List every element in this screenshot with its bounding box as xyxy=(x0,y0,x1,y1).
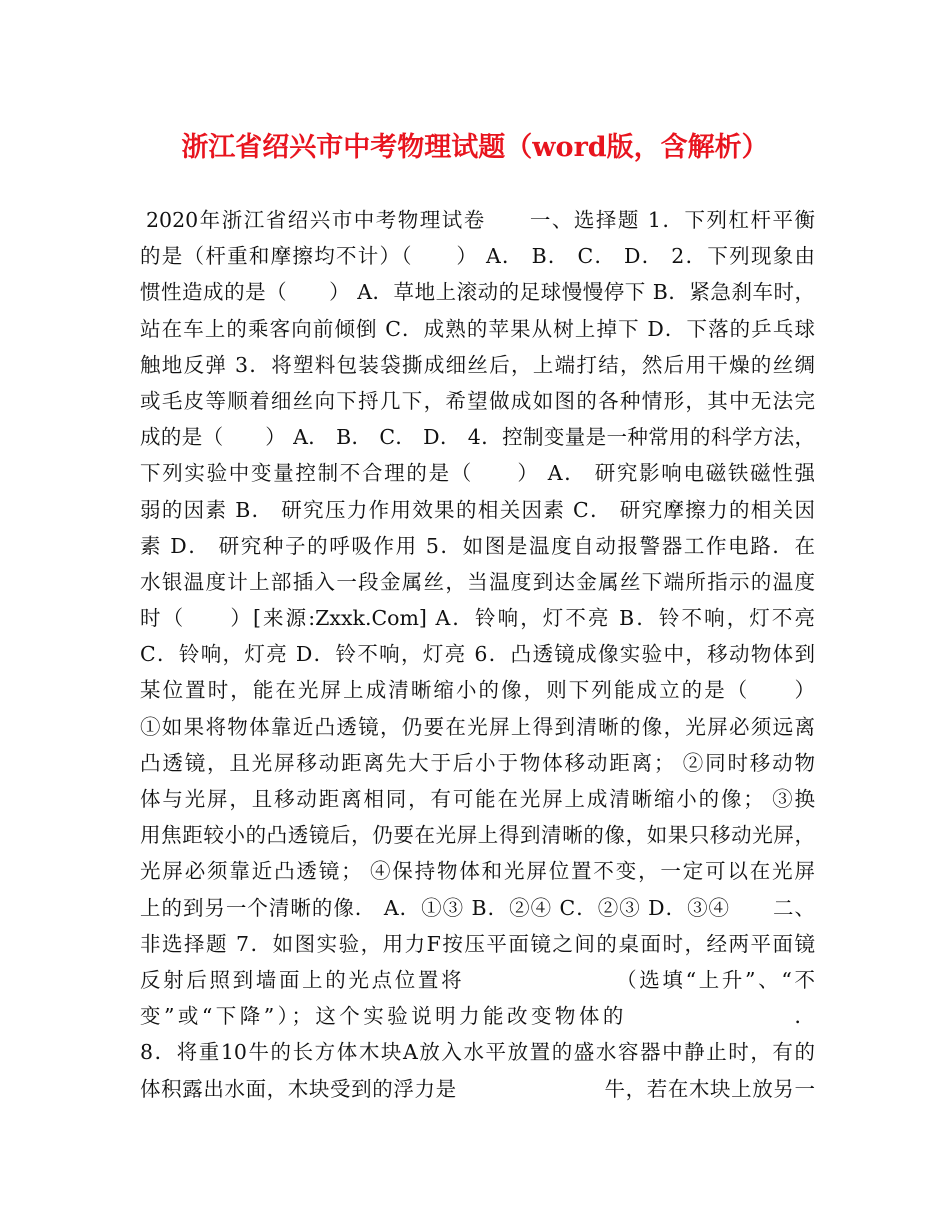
document-title: 浙江省绍兴市中考物理试题（word版，含解析） xyxy=(181,132,769,163)
text-line: 时（ ）[来源:Zxxk.Com] A．铃响，灯不亮 B．铃不响，灯不亮 xyxy=(140,606,815,631)
text-line: 或毛皮等顺着细丝向下捋几下，希望做成如图的各种情形，其中无法完 xyxy=(140,388,815,413)
text-line: 2020年浙江省绍兴市中考物理试卷 一、选择题 1．下列杠杆平衡 xyxy=(146,208,815,232)
text-line: 弱的因素 B． 研究压力作用效果的相关因素 C． 研究摩擦力的相关因 xyxy=(140,497,815,522)
text-line: 8．将重10牛的长方体木块A放入水平放置的盛水容器中静止时，有的 xyxy=(140,1040,815,1065)
text-line: 体与光屏，且移动距离相同，有可能在光屏上成清晰缩小的像； ③换 xyxy=(140,787,815,811)
document-body xyxy=(140,202,815,1107)
text-line: 非选择题 7．如图实验，用力F按压平面镜之间的桌面时，经两平面镜 xyxy=(140,931,815,956)
text-line: 素 D． 研究种子的呼吸作用 5．如图是温度自动报警器工作电路．在 xyxy=(140,533,815,558)
text-line: C．铃响，灯亮 D．铃不响，灯亮 6．凸透镜成像实验中，移动物体到 xyxy=(140,642,815,667)
text-line: 触地反弹 3．将塑料包装袋撕成细丝后，上端打结，然后用干燥的丝绸 xyxy=(140,352,815,377)
text-line: 反射后照到墙面上的光点位置将 （选填“上升”、“不 xyxy=(140,967,815,992)
text-line: 成的是（ ） A． B． C． D． 4．控制变量是一种常用的科学方法， xyxy=(140,425,815,450)
text-line: 水银温度计上部插入一段金属丝，当温度到达金属丝下端所指示的温度 xyxy=(140,569,815,594)
text-line: 惯性造成的是（ ） A．草地上滚动的足球慢慢停下 B．紧急刹车时， xyxy=(140,280,815,305)
text-line: 的是（杆重和摩擦均不计）（ ） A． B． C． D． 2．下列现象由 xyxy=(140,244,815,269)
text-line: 站在车上的乘客向前倾倒 C．成熟的苹果从树上掉下 D．下落的乒乓球 xyxy=(140,316,815,341)
text-line: 变”或“下降”）；这个实验说明力能改变物体的 ． xyxy=(140,1004,815,1029)
text-line: 某位置时，能在光屏上成清晰缩小的像，则下列能成立的是（ ） xyxy=(140,678,815,703)
text-line: 用焦距较小的凸透镜后，仍要在光屏上得到清晰的像，如果只移动光屏， xyxy=(140,823,815,848)
text-line: 光屏必须靠近凸透镜； ④保持物体和光屏位置不变，一定可以在光屏 xyxy=(140,859,815,884)
text-line: 体积露出水面，木块受到的浮力是 牛，若在木块上放另一 xyxy=(140,1076,815,1101)
text-line: 下列实验中变量控制不合理的是（ ） A． 研究影响电磁铁磁性强 xyxy=(140,461,815,486)
text-line: 上的到另一个清晰的像． A．①③ B．②④ C．②③ D．③④ 二、 xyxy=(140,895,815,920)
text-line: 凸透镜，且光屏移动距离先大于后小于物体移动距离； ②同时移动物 xyxy=(140,750,815,775)
text-line: ①如果将物体靠近凸透镜，仍要在光屏上得到清晰的像，光屏必须远离 xyxy=(140,714,815,739)
